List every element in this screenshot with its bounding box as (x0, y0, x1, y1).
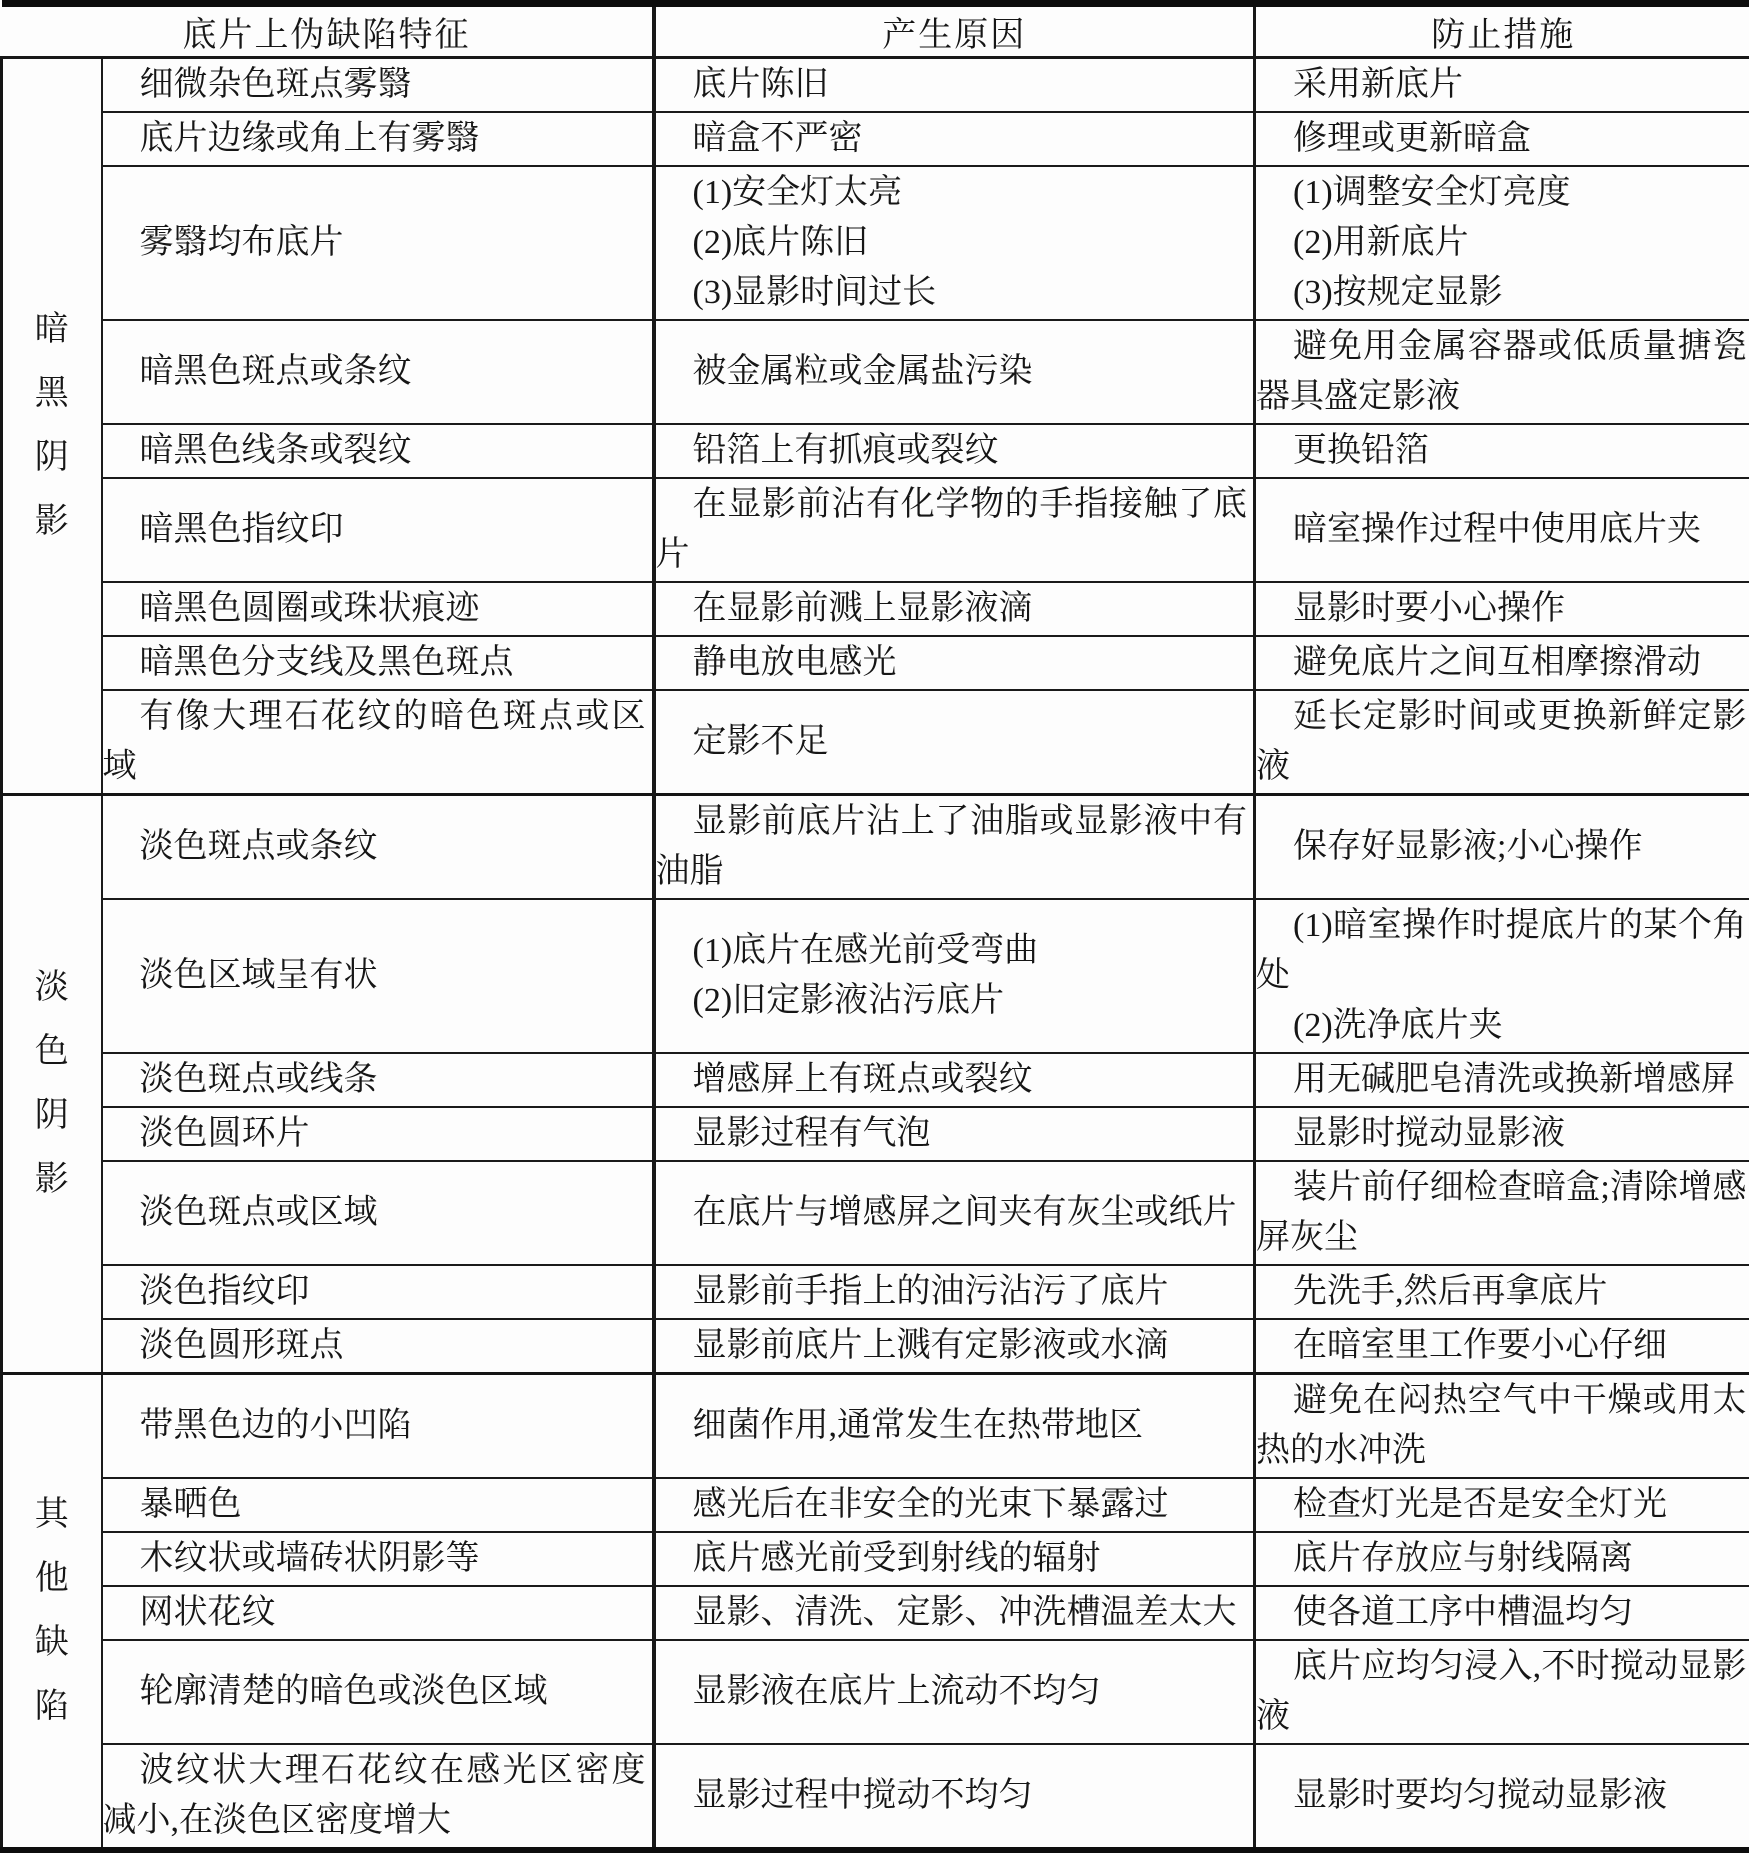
prevention-cell (1255, 1053, 1749, 1107)
cell-paragraph: 使各道工序中槽温均匀 (1256, 1588, 1747, 1638)
cell-paragraph: 装片前仔细检查暗盒;清除增感屏灰尘 (1256, 1163, 1747, 1263)
cause-cell (654, 1744, 1255, 1850)
section-label-cell (2, 58, 102, 795)
cell-paragraph: 显影前手指上的油污沾污了底片 (656, 1267, 1248, 1317)
feature-cell (102, 1478, 654, 1532)
cell-paragraph: 静电放电感光 (656, 638, 1248, 688)
cell-paragraph: 细菌作用,通常发生在热带地区 (656, 1401, 1248, 1451)
cell-paragraph: 感光后在非安全的光束下暴露过 (656, 1480, 1248, 1530)
cell-paragraph: 在显影前沾有化学物的手指接触了底片 (656, 480, 1248, 580)
cell-paragraph: (1)安全灯太亮 (656, 168, 1248, 218)
cell-paragraph: (2)底片陈旧 (656, 218, 1248, 268)
prevention-cell (1255, 690, 1749, 795)
cell-paragraph: (2)旧定影液沾污底片 (656, 976, 1248, 1026)
table-row (2, 58, 1749, 113)
cell-paragraph: 底片感光前受到射线的辐射 (656, 1534, 1248, 1584)
cell-paragraph: 在显影前溅上显影液滴 (656, 584, 1248, 634)
header-cause: 产生原因 (654, 4, 1255, 58)
feature-cell (102, 1161, 654, 1265)
cause-cell (654, 112, 1255, 166)
cell-paragraph: 淡色斑点或条纹 (103, 822, 646, 872)
table-row (2, 166, 1749, 320)
section-label-char: 色 (35, 1020, 69, 1084)
feature-cell (102, 320, 654, 424)
cell-paragraph: 延长定影时间或更换新鲜定影液 (1256, 692, 1747, 792)
cause-cell (654, 1107, 1255, 1161)
feature-cell (102, 1640, 654, 1744)
prevention-cell (1255, 58, 1749, 113)
cell-paragraph: 木纹状或墙砖状阴影等 (103, 1534, 646, 1584)
cell-paragraph: 显影过程中搅动不均匀 (656, 1771, 1248, 1821)
feature-cell (102, 1107, 654, 1161)
table-row (2, 1744, 1749, 1850)
cell-paragraph: 增感屏上有斑点或裂纹 (656, 1055, 1248, 1105)
cell-paragraph: 避免底片之间互相摩擦滑动 (1256, 638, 1747, 688)
cell-paragraph: 细微杂色斑点雾翳 (103, 60, 646, 110)
feature-cell (102, 424, 654, 478)
prevention-cell (1255, 320, 1749, 424)
feature-cell (102, 795, 654, 900)
section-label-char: 阴 (35, 426, 69, 490)
section-label (35, 956, 69, 1212)
feature-cell (102, 582, 654, 636)
cell-paragraph: (3)显影时间过长 (656, 268, 1248, 318)
prevention-cell (1255, 1161, 1749, 1265)
cause-cell (654, 1640, 1255, 1744)
cell-paragraph: 雾翳均布底片 (103, 218, 646, 268)
cell-paragraph: 淡色区域呈有状 (103, 951, 646, 1001)
cell-paragraph: 保存好显影液;小心操作 (1256, 822, 1747, 872)
section-label-cell (2, 1374, 102, 1851)
table-row (2, 1161, 1749, 1265)
section-label-char: 缺 (35, 1611, 69, 1675)
cell-paragraph: 暗黑色线条或裂纹 (103, 426, 646, 476)
cell-paragraph: 显影前底片上溅有定影液或水滴 (656, 1321, 1248, 1371)
cause-cell (654, 478, 1255, 582)
prevention-cell (1255, 166, 1749, 320)
table-row (2, 1640, 1749, 1744)
prevention-cell (1255, 1107, 1749, 1161)
header-feature: 底片上伪缺陷特征 (2, 4, 654, 58)
section-label-char: 影 (35, 490, 69, 554)
section-label-char: 其 (35, 1483, 69, 1547)
prevention-cell (1255, 112, 1749, 166)
cell-paragraph: 暗黑色斑点或条纹 (103, 347, 646, 397)
cell-paragraph: 暗盒不严密 (656, 114, 1248, 164)
table-body (2, 58, 1749, 1851)
prevention-cell (1255, 1586, 1749, 1640)
table-row (2, 1265, 1749, 1319)
cell-paragraph: 避免用金属容器或低质量搪瓷器具盛定影液 (1256, 322, 1747, 422)
cell-paragraph: (1)底片在感光前受弯曲 (656, 926, 1248, 976)
section-label-char: 黑 (35, 362, 69, 426)
cell-paragraph: 暴晒色 (103, 1480, 646, 1530)
cell-paragraph: 淡色圆形斑点 (103, 1321, 646, 1371)
cell-paragraph: 淡色指纹印 (103, 1267, 646, 1317)
feature-cell (102, 1265, 654, 1319)
cell-paragraph: 避免在闷热空气中干燥或用太热的水冲洗 (1256, 1376, 1747, 1476)
cell-paragraph: 底片存放应与射线隔离 (1256, 1534, 1747, 1584)
cell-paragraph: 在暗室里工作要小心仔细 (1256, 1321, 1747, 1371)
cell-paragraph: 定影不足 (656, 717, 1248, 767)
table-row (2, 1374, 1749, 1479)
section-label (35, 298, 69, 554)
table-row (2, 690, 1749, 795)
feature-cell (102, 1744, 654, 1850)
cell-paragraph: 暗黑色圆圈或珠状痕迹 (103, 584, 646, 634)
section-label (35, 1483, 69, 1739)
header-prevention: 防止措施 (1255, 4, 1749, 58)
cell-paragraph: 显影前底片沾上了油脂或显影液中有油脂 (656, 797, 1248, 897)
cause-cell (654, 320, 1255, 424)
cause-cell (654, 636, 1255, 690)
prevention-cell (1255, 1532, 1749, 1586)
cell-paragraph: 采用新底片 (1256, 60, 1747, 110)
feature-cell (102, 1374, 654, 1479)
cell-paragraph: 检查灯光是否是安全灯光 (1256, 1480, 1747, 1530)
prevention-cell (1255, 424, 1749, 478)
table-row (2, 424, 1749, 478)
cause-cell (654, 1586, 1255, 1640)
cause-cell (654, 795, 1255, 900)
cause-cell (654, 58, 1255, 113)
prevention-cell (1255, 795, 1749, 900)
table-row (2, 582, 1749, 636)
cause-cell (654, 1374, 1255, 1479)
section-label-cell (2, 795, 102, 1374)
cell-paragraph: 轮廓清楚的暗色或淡色区域 (103, 1667, 646, 1717)
feature-cell (102, 58, 654, 113)
cause-cell (654, 1532, 1255, 1586)
cause-cell (654, 1478, 1255, 1532)
cell-paragraph: 显影过程有气泡 (656, 1109, 1248, 1159)
cell-paragraph: 显影时搅动显影液 (1256, 1109, 1747, 1159)
prevention-cell (1255, 1744, 1749, 1850)
cell-paragraph: (2)洗净底片夹 (1256, 1001, 1747, 1051)
cause-cell (654, 166, 1255, 320)
section-label-char: 淡 (35, 956, 69, 1020)
table-row (2, 1478, 1749, 1532)
cell-paragraph: 淡色斑点或线条 (103, 1055, 646, 1105)
cell-paragraph: (1)暗室操作时提底片的某个角处 (1256, 901, 1747, 1001)
cell-paragraph: 显影液在底片上流动不均匀 (656, 1667, 1248, 1717)
table-row (2, 1053, 1749, 1107)
cell-paragraph: 显影、清洗、定影、冲洗槽温差太大 (656, 1588, 1248, 1638)
cell-paragraph: 暗黑色指纹印 (103, 505, 646, 555)
feature-cell (102, 1532, 654, 1586)
section-label-char: 陷 (35, 1675, 69, 1739)
table-row (2, 112, 1749, 166)
prevention-cell (1255, 1374, 1749, 1479)
cell-paragraph: (2)用新底片 (1256, 218, 1747, 268)
cell-paragraph: 淡色斑点或区域 (103, 1188, 646, 1238)
cause-cell (654, 899, 1255, 1053)
cell-paragraph: 淡色圆环片 (103, 1109, 646, 1159)
cause-cell (654, 1319, 1255, 1374)
cell-paragraph: 铅箔上有抓痕或裂纹 (656, 426, 1248, 476)
cell-paragraph: 被金属粒或金属盐污染 (656, 347, 1248, 397)
feature-cell (102, 636, 654, 690)
table-row (2, 899, 1749, 1053)
cell-paragraph: 用无碱肥皂清洗或换新增感屏 (1256, 1055, 1747, 1105)
prevention-cell (1255, 1319, 1749, 1374)
table-row (2, 1319, 1749, 1374)
cause-cell (654, 582, 1255, 636)
prevention-cell (1255, 1478, 1749, 1532)
cell-paragraph: 先洗手,然后再拿底片 (1256, 1267, 1747, 1317)
table-row (2, 478, 1749, 582)
table-row (2, 795, 1749, 900)
feature-cell (102, 1053, 654, 1107)
cell-paragraph: 显影时要均匀搅动显影液 (1256, 1771, 1747, 1821)
feature-cell (102, 1586, 654, 1640)
section-label-char: 他 (35, 1547, 69, 1611)
table-row (2, 636, 1749, 690)
cell-paragraph: 暗室操作过程中使用底片夹 (1256, 505, 1747, 555)
cell-paragraph: 底片边缘或角上有雾翳 (103, 114, 646, 164)
cell-paragraph: 有像大理石花纹的暗色斑点或区域 (103, 692, 646, 792)
cause-cell (654, 690, 1255, 795)
cause-cell (654, 424, 1255, 478)
prevention-cell (1255, 636, 1749, 690)
cell-paragraph: 暗黑色分支线及黑色斑点 (103, 638, 646, 688)
cell-paragraph: 更换铅箔 (1256, 426, 1747, 476)
feature-cell (102, 899, 654, 1053)
table-row (2, 320, 1749, 424)
prevention-cell (1255, 582, 1749, 636)
cell-paragraph: (3)按规定显影 (1256, 268, 1747, 318)
feature-cell (102, 1319, 654, 1374)
feature-cell (102, 112, 654, 166)
feature-cell (102, 690, 654, 795)
prevention-cell (1255, 1265, 1749, 1319)
cell-paragraph: 在底片与增感屏之间夹有灰尘或纸片 (656, 1188, 1248, 1238)
table-row (2, 1107, 1749, 1161)
cell-paragraph: 修理或更新暗盒 (1256, 114, 1747, 164)
feature-cell (102, 166, 654, 320)
prevention-cell (1255, 899, 1749, 1053)
table-row (2, 1532, 1749, 1586)
table-row (2, 1586, 1749, 1640)
cell-paragraph: 波纹状大理石花纹在感光区密度减小,在淡色区密度增大 (103, 1746, 646, 1846)
cause-cell (654, 1053, 1255, 1107)
cause-cell (654, 1265, 1255, 1319)
cell-paragraph: 底片应均匀浸入,不时搅动显影液 (1256, 1642, 1747, 1742)
cell-paragraph: (1)调整安全灯亮度 (1256, 168, 1747, 218)
section-label-char: 影 (35, 1148, 69, 1212)
cell-paragraph: 显影时要小心操作 (1256, 584, 1747, 634)
section-label-char: 阴 (35, 1084, 69, 1148)
cell-paragraph: 带黑色边的小凹陷 (103, 1401, 646, 1451)
cell-paragraph: 底片陈旧 (656, 60, 1248, 110)
feature-cell (102, 478, 654, 582)
table-header-row (2, 4, 1749, 58)
prevention-cell (1255, 478, 1749, 582)
prevention-cell (1255, 1640, 1749, 1744)
cell-paragraph: 网状花纹 (103, 1588, 646, 1638)
cause-cell (654, 1161, 1255, 1265)
section-label-char: 暗 (35, 298, 69, 362)
